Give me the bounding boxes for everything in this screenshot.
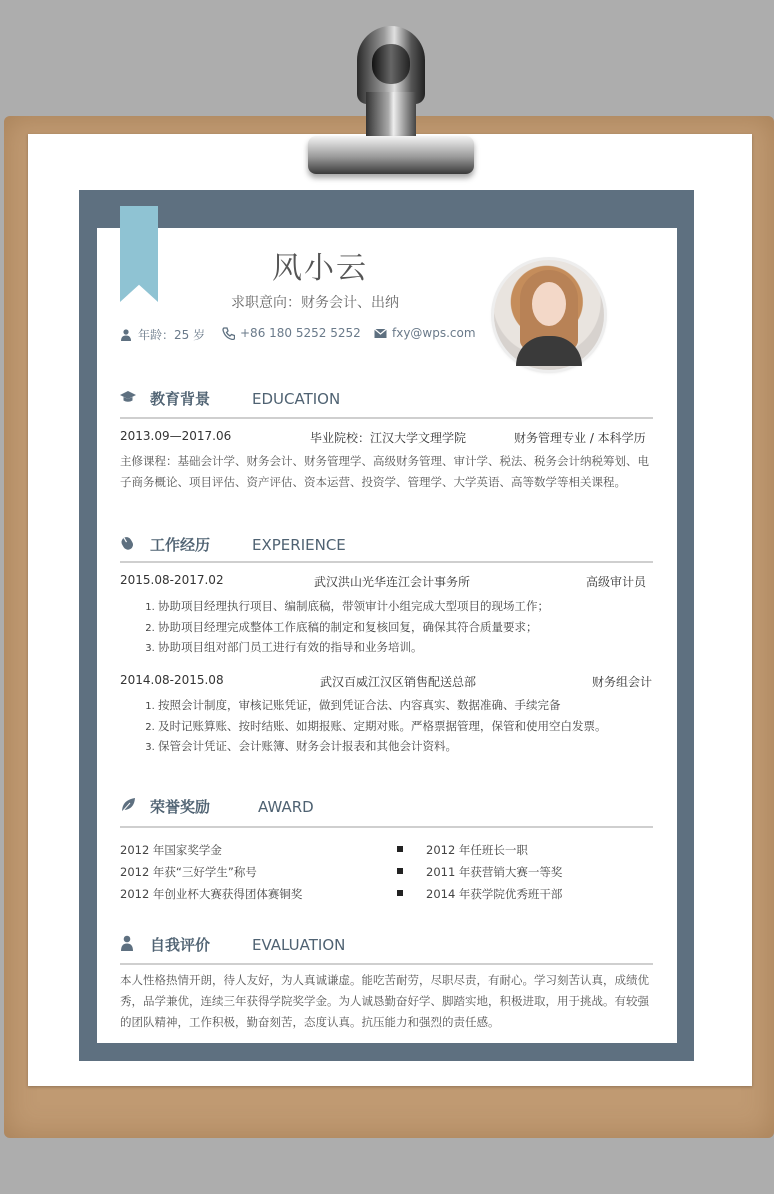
award-title-cn: 荣誉奖励	[150, 798, 211, 816]
square-bullet-icon	[397, 890, 403, 896]
leaf-icon	[120, 797, 138, 817]
education-title-cn: 教育背景	[150, 390, 211, 408]
duty-item: 2. 协助项目经理完成整体工作底稿的制定和复核回复，确保其符合质量要求；	[158, 617, 549, 638]
email-info	[374, 326, 476, 340]
award-item: 2012 年国家奖学金	[120, 843, 222, 857]
evaluation-title-en: EVALUATION	[252, 935, 346, 954]
photo-face	[532, 282, 566, 326]
evaluation-title-cn: 自我评价	[150, 936, 211, 954]
duty-item: 3. 保管会计凭证、会计账簿、财务会计报表和其他会计资料。	[158, 736, 607, 757]
job-period: 2014.08-2015.08	[120, 673, 224, 687]
job-company: 武汉洪山光华连江会计事务所	[314, 575, 471, 589]
evaluation-heading	[120, 934, 653, 955]
graduation-cap-icon	[120, 390, 138, 408]
binder-clip-neck	[366, 92, 416, 140]
experience-title-cn: 工作经历	[150, 536, 211, 554]
job-intent: 求职意向：财务会计、出纳	[231, 295, 399, 311]
square-bullet-icon	[397, 846, 403, 852]
job-position: 财务组会计	[592, 675, 653, 689]
duty-item: 2. 及时记账算账、按时结账、如期报账、定期对账。严格票据管理，保管和使用空白发票。	[158, 716, 607, 737]
job-period: 2015.08-2017.02	[120, 573, 224, 587]
duty-item: 3. 协助项目组对部门员工进行有效的指导和业务培训。	[158, 637, 549, 658]
duty-item: 1. 按照会计制度，审核记账凭证，做到凭证合法、内容真实、数据准确、手续完备	[158, 695, 607, 716]
phone-text[interactable]: +86 180 5252 5252	[240, 326, 361, 340]
phone-info	[222, 326, 361, 340]
evaluation-text: 本人性格热情开朗，待人友好，为人真诚谦虚。能吃苦耐劳，尽职尽责，有耐心。学习刻苦认真，成绩优秀，品学兼优，连续三年获得学院奖学金。为人诚恳勤奋好学、脚踏实地，积极进取，用于挑战。有较强的团队精神，工作积极，勤奋刻苦，态度认真。抗压能力和强烈的责任感。	[120, 973, 649, 1029]
job-company: 武汉百威江汉区销售配送总部	[320, 675, 477, 689]
award-item: 2012 年任班长一职	[426, 843, 528, 857]
person-icon	[120, 935, 138, 955]
phone-icon	[222, 327, 234, 339]
experience-divider	[120, 561, 653, 563]
education-heading	[120, 388, 653, 409]
candidate-name: 风小云	[272, 251, 368, 286]
award-divider	[120, 826, 653, 828]
age-info	[120, 326, 205, 343]
age-text: 年龄：25 岁	[138, 328, 206, 342]
person-icon	[120, 329, 132, 341]
award-item: 2011 年获营销大赛一等奖	[426, 865, 563, 879]
award-title-en: AWARD	[258, 797, 314, 816]
award-heading	[120, 796, 653, 817]
education-title-en: EDUCATION	[252, 389, 341, 408]
binder-clip-hole	[372, 44, 410, 84]
education-period: 2013.09—2017.06	[120, 429, 232, 443]
job-duties	[138, 596, 549, 658]
experience-title-en: EXPERIENCE	[252, 535, 346, 554]
award-item: 2012 年获“三好学生”称号	[120, 865, 257, 879]
education-major: 财务管理专业 / 本科学历	[514, 431, 646, 445]
job-position: 高级审计员	[586, 575, 647, 589]
education-school: 毕业院校：江汉大学文理学院	[310, 431, 467, 445]
square-bullet-icon	[397, 868, 403, 874]
education-divider	[120, 417, 653, 419]
mouse-icon	[120, 535, 138, 555]
education-courses: 主修课程：基础会计学、财务会计、财务管理学、高级财务管理、审计学、税法、税务会计纳税筹划、电子商务概论、项目评估、资产评估、资本运营、投资学、管理学、大学英语、高等数学等相关课程。	[120, 454, 649, 489]
profile-photo	[494, 260, 604, 370]
award-item: 2012 年创业杯大赛获得团体赛铜奖	[120, 887, 303, 901]
evaluation-divider	[120, 963, 653, 965]
duty-item: 1. 协助项目经理执行项目、编制底稿，带领审计小组完成大型项目的现场工作；	[158, 596, 549, 617]
email-text[interactable]: fxy@wps.com	[392, 326, 476, 340]
experience-heading	[120, 534, 653, 555]
mail-icon	[374, 327, 386, 339]
binder-clip-base	[308, 136, 474, 174]
award-item: 2014 年获学院优秀班干部	[426, 887, 563, 901]
job-duties	[138, 695, 607, 757]
